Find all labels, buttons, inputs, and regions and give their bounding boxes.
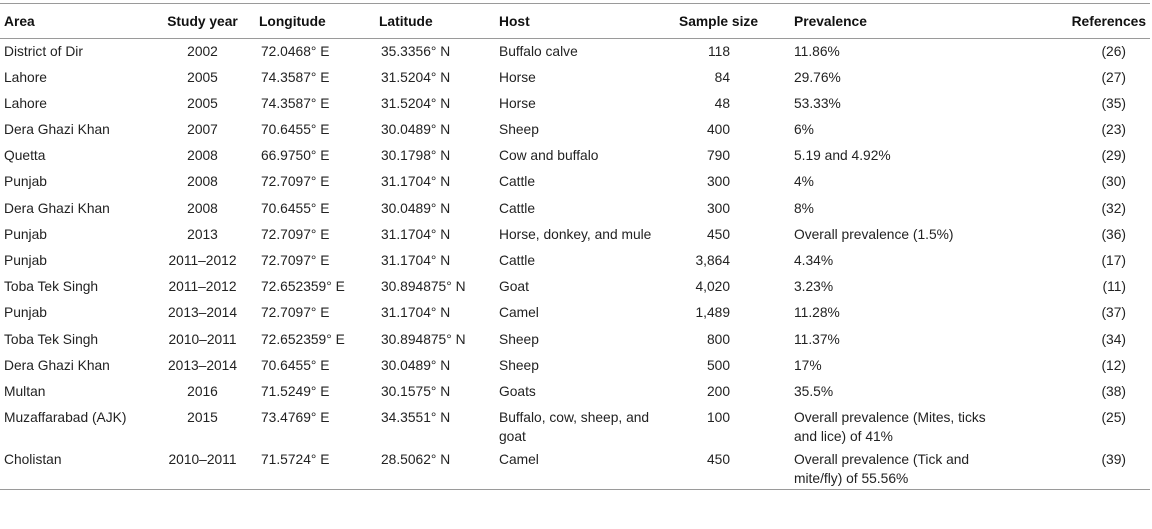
table-header (0, 4, 1150, 39)
cell-sample-size: 450 (706, 226, 730, 242)
cell-latitude: 31.1704° N (381, 226, 451, 242)
cell-latitude: 30.0489° N (381, 357, 451, 373)
prevalence-table (0, 3, 1150, 490)
cell-area: Punjab (4, 174, 47, 190)
cell-references: (32) (1101, 200, 1126, 216)
cell-sample-size: 4,020 (695, 279, 730, 295)
cell-sample-size: 118 (708, 44, 730, 59)
cell-prevalence: 6% (794, 122, 814, 138)
cell-sample-size: 3,864 (695, 253, 730, 268)
cell-latitude: 31.5204° N (381, 95, 451, 111)
cell-sample-size: 400 (706, 122, 730, 138)
cell-area: Lahore (4, 95, 47, 111)
cell-area: Dera Ghazi Khan (4, 200, 110, 216)
cell-references: (30) (1101, 174, 1126, 190)
cell-longitude: 70.6455° E (261, 200, 330, 216)
cell-prevalence: Overall prevalence (Mites, ticks and lice) of 41% (794, 410, 986, 445)
cell-study-year: 2005 (187, 95, 218, 111)
cell-latitude: 30.894875° N (381, 331, 466, 347)
cell-references: (38) (1101, 383, 1126, 399)
cell-study-year: 2008 (187, 200, 218, 216)
cell-study-year: 2010–2011 (168, 452, 237, 468)
cell-longitude: 70.6455° E (261, 122, 330, 138)
cell-prevalence: 4% (794, 174, 814, 190)
cell-study-year: 2008 (187, 148, 218, 164)
cell-area: Cholistan (4, 452, 62, 468)
cell-latitude: 31.1704° N (381, 253, 451, 268)
cell-prevalence: 53.33% (794, 95, 841, 111)
cell-longitude: 74.3587° E (261, 69, 330, 85)
cell-host: Sheep (499, 122, 539, 138)
cell-latitude: 30.1798° N (381, 148, 451, 164)
table-row (0, 91, 1150, 117)
cell-references: (25) (1101, 410, 1126, 426)
cell-longitude: 72.7097° E (261, 174, 330, 190)
cell-host: Horse, donkey, and mule (499, 226, 652, 242)
cell-longitude: 70.6455° E (261, 357, 330, 373)
table-row (0, 117, 1150, 143)
cell-latitude: 30.1575° N (381, 383, 451, 399)
cell-area: Quetta (4, 148, 46, 164)
cell-prevalence: Overall prevalence (1.5%) (794, 226, 954, 242)
cell-host: Camel (499, 305, 539, 321)
cell-area: Punjab (4, 253, 47, 268)
table-row (0, 405, 1150, 447)
cell-prevalence: 8% (794, 200, 814, 216)
table-row (0, 353, 1150, 379)
cell-references: (29) (1101, 148, 1126, 164)
cell-longitude: 71.5249° E (261, 383, 330, 399)
table-row (0, 196, 1150, 222)
cell-study-year: 2013–2014 (167, 305, 238, 321)
cell-prevalence: 11.86% (794, 44, 840, 59)
cell-prevalence: 5.19 and 4.92% (794, 148, 891, 164)
table-row (0, 248, 1150, 274)
header-references: References (1071, 13, 1146, 29)
cell-host: Cow and buffalo (499, 148, 599, 164)
table-row (0, 447, 1150, 489)
cell-host: Camel (499, 452, 539, 468)
cell-prevalence: 35.5% (794, 383, 834, 399)
cell-latitude: 35.3356° N (381, 44, 451, 59)
cell-study-year: 2013–2014 (167, 357, 238, 373)
cell-area: Toba Tek Singh (4, 331, 99, 347)
cell-area: Toba Tek Singh (4, 279, 99, 295)
cell-host: Sheep (499, 357, 539, 373)
cell-study-year: 2016 (187, 383, 218, 399)
cell-references: (36) (1101, 226, 1126, 242)
cell-references: (17) (1101, 253, 1126, 268)
cell-latitude: 30.0489° N (381, 200, 451, 216)
cell-longitude: 72.652359° E (261, 279, 345, 295)
cell-sample-size: 450 (706, 452, 730, 468)
cell-study-year: 2005 (187, 69, 218, 85)
cell-longitude: 73.4769° E (261, 410, 330, 426)
cell-references: (26) (1101, 44, 1126, 59)
header-area: Area (4, 13, 35, 29)
cell-area: District of Dir (4, 44, 83, 59)
cell-longitude: 72.652359° E (261, 331, 345, 347)
table-row (0, 143, 1150, 169)
cell-study-year: 2010–2011 (168, 331, 237, 347)
cell-latitude: 28.5062° N (381, 452, 451, 468)
table-row (0, 379, 1150, 405)
cell-study-year: 2007 (187, 122, 218, 138)
cell-references: (39) (1101, 452, 1126, 468)
cell-references: (12) (1101, 357, 1126, 373)
cell-sample-size: 800 (706, 331, 730, 347)
table-body (0, 39, 1150, 490)
cell-sample-size: 100 (706, 410, 730, 426)
cell-latitude: 30.0489° N (381, 122, 451, 138)
cell-sample-size: 300 (706, 200, 730, 216)
header-sample-size: Sample size (679, 13, 758, 29)
cell-prevalence: 11.28% (794, 305, 840, 321)
table-row (0, 222, 1150, 248)
cell-host: Sheep (499, 331, 539, 347)
header-latitude: Latitude (379, 13, 433, 29)
table-row (0, 327, 1150, 353)
cell-prevalence: 3.23% (794, 279, 834, 295)
header-study-year: Study year (167, 13, 238, 29)
cell-longitude: 71.5724° E (261, 452, 330, 468)
cell-references: (27) (1101, 69, 1126, 85)
cell-study-year: 2008 (187, 174, 218, 190)
header-host: Host (499, 13, 530, 29)
cell-sample-size: 1,489 (695, 305, 730, 321)
cell-references: (37) (1101, 305, 1126, 321)
header-prevalence: Prevalence (794, 13, 867, 29)
cell-host: Goats (499, 383, 536, 399)
cell-area: Dera Ghazi Khan (4, 122, 110, 138)
cell-longitude: 74.3587° E (261, 95, 330, 111)
cell-references: (11) (1102, 279, 1126, 295)
cell-area: Lahore (4, 69, 47, 85)
cell-host: Cattle (499, 174, 536, 190)
cell-prevalence: 17% (794, 357, 822, 373)
cell-longitude: 72.7097° E (261, 305, 330, 321)
cell-host: Cattle (499, 200, 536, 216)
cell-sample-size: 84 (714, 69, 730, 85)
cell-references: (23) (1101, 122, 1126, 138)
cell-area: Multan (4, 383, 46, 399)
cell-references: (34) (1101, 331, 1126, 347)
cell-host: Cattle (499, 253, 536, 268)
cell-sample-size: 300 (706, 174, 730, 190)
cell-sample-size: 200 (706, 383, 730, 399)
cell-host: Horse (499, 69, 536, 85)
cell-longitude: 72.7097° E (261, 253, 330, 268)
cell-longitude: 72.0468° E (261, 44, 330, 59)
cell-latitude: 34.3551° N (381, 410, 451, 426)
cell-study-year: 2002 (187, 44, 218, 59)
cell-study-year: 2013 (187, 226, 218, 242)
cell-longitude: 72.7097° E (261, 226, 330, 242)
cell-prevalence: 11.37% (794, 331, 840, 347)
cell-host: Goat (499, 279, 529, 295)
table-row (0, 65, 1150, 91)
table-row (0, 300, 1150, 326)
cell-host: Horse (499, 95, 536, 111)
cell-prevalence: 29.76% (794, 69, 841, 85)
header-longitude: Longitude (259, 13, 326, 29)
cell-longitude: 66.9750° E (261, 148, 330, 164)
table-row (0, 274, 1150, 300)
cell-area: Muzaffarabad (AJK) (4, 410, 127, 426)
cell-latitude: 31.5204° N (381, 69, 451, 85)
cell-latitude: 31.1704° N (381, 305, 451, 321)
cell-host: Buffalo, cow, sheep, and goat (499, 410, 650, 445)
cell-study-year: 2011–2012 (168, 253, 237, 268)
cell-sample-size: 500 (706, 357, 730, 373)
cell-sample-size: 790 (706, 148, 730, 164)
cell-latitude: 30.894875° N (381, 279, 466, 295)
cell-latitude: 31.1704° N (381, 174, 451, 190)
table-row (0, 39, 1150, 65)
cell-references: (35) (1101, 95, 1126, 111)
cell-prevalence: Overall prevalence (Tick and mite/fly) of 55.56% (794, 452, 970, 487)
cell-host: Buffalo calve (499, 44, 578, 59)
cell-area: Dera Ghazi Khan (4, 357, 110, 373)
cell-sample-size: 48 (714, 95, 730, 111)
cell-prevalence: 4.34% (794, 253, 834, 268)
cell-area: Punjab (4, 305, 47, 321)
header-row (0, 4, 1150, 39)
table-row (0, 169, 1150, 195)
cell-study-year: 2011–2012 (168, 279, 237, 295)
cell-study-year: 2015 (187, 410, 218, 426)
cell-area: Punjab (4, 226, 47, 242)
